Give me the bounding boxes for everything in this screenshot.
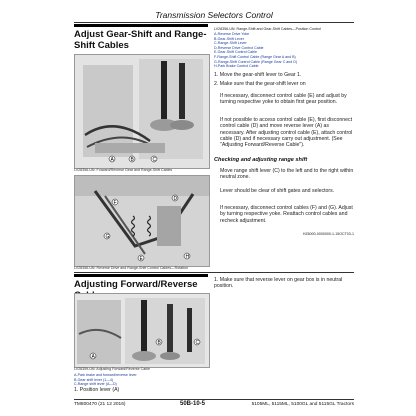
svg-text:A: A xyxy=(91,354,95,360)
figure-forward-reverse-cable-drawing xyxy=(75,294,209,367)
svg-text:C: C xyxy=(152,157,157,163)
legend-list xyxy=(214,32,354,69)
footer-doc-id: TM800470 (21 12 2016) xyxy=(74,402,126,407)
section2-title-bar xyxy=(74,274,208,277)
figure-forward-reverse-cable xyxy=(74,293,210,368)
section1-title: Adjust Gear-Shift and Range-Shift Cables xyxy=(74,29,207,51)
figure-range-shift-cables-drawing xyxy=(75,176,209,266)
note-lever-clear: Lever should be clear of shift gates and selectors. xyxy=(220,188,335,194)
section2-legend xyxy=(74,373,208,387)
legend-item: B-Gear shift lever (1—4) xyxy=(74,377,113,382)
section-divider xyxy=(74,272,354,273)
legend-item: C-Range shift lever (A—D) xyxy=(74,382,117,387)
legend-item: C-Range-Shift Lever xyxy=(214,41,247,46)
section2-title: Adjusting Forward/Reverse xyxy=(74,279,198,290)
svg-text:B: B xyxy=(157,340,161,346)
svg-text:H: H xyxy=(185,254,190,260)
svg-text:G: G xyxy=(105,234,110,240)
legend-item: E-Gear-Shift Control Cable xyxy=(214,50,257,55)
step-1: 1. Move the gear-shift lever to Gear 1. xyxy=(214,72,302,78)
svg-text:A: A xyxy=(110,157,114,163)
legend-item: H-Park Brake Control Cable xyxy=(214,64,259,69)
footer-model: 5105ML, 5115ML, 5100GL and 5115GL Tractors xyxy=(251,402,354,407)
section2-step-trailing: 1. Position lever (A) xyxy=(74,387,120,393)
figure2-caption: LV28356-UN: Reverse Drive and Range-Shift Control Cables—Rotation xyxy=(74,266,188,270)
header-rule xyxy=(74,22,354,23)
legend-item: G-Range-Shift Control Cable (Range Gear C and D) xyxy=(214,59,298,64)
legend-item: D-Reverse Drive Control Cable xyxy=(214,45,264,50)
page-number: 50B-10-5 xyxy=(180,401,206,407)
svg-text:C: C xyxy=(195,340,200,346)
figure3-caption: LV28359-UN: Adjusting Forward/Reverse Cable xyxy=(74,367,151,371)
figure-gear-shift-cables xyxy=(74,54,210,169)
legend-item: F-Range-Shift Control Cable (Range Gear A and B) xyxy=(214,54,296,59)
footer-rule xyxy=(74,399,354,400)
legend-header: LV28356-UN: Range-Shift and Gear-Shift Cables—Position Control xyxy=(214,27,322,31)
note-disconnect-cables: If necessary, disconnect control cables (F) and (G). Adjust by turning respective yoke. Reattach control cables and recheck adjustment. xyxy=(220,205,353,224)
svg-text:B: B xyxy=(130,157,134,163)
note-first-gear: If necessary, disconnect control cable (E) and adjust by turning respective yoke to obtain first gear position. xyxy=(220,93,347,106)
subhead-range-shift: Checking and adjusting range shift xyxy=(214,157,308,163)
section2-step-1: 1. Make sure that reverse lever on gear box is in neutral position. xyxy=(214,277,343,290)
svg-text:E: E xyxy=(139,256,143,262)
svg-text:D: D xyxy=(173,196,178,202)
legend-item: A-Park brake and forward/reverse lever xyxy=(74,373,137,377)
page-header: Transmission Selectors Control xyxy=(155,10,273,20)
note-move-range-lever: Move range shift lever (C) to the left and to the right within neutral zone. xyxy=(220,168,354,181)
section1-title-bar xyxy=(74,24,208,27)
reference-code: HZ6000-0000000-1-15OCT03-1 xyxy=(302,232,354,236)
svg-text:F: F xyxy=(113,200,117,206)
figure1-caption: LV28356-UN: Forward/Reverse Gear and Range-Shift Cables xyxy=(74,168,173,172)
figure-gear-shift-cables-drawing xyxy=(75,55,209,168)
note-access-cable: If not possible to access control cable (E), first disconnect control cable (D) and move reverse lever (A) as necessary. After adjusting control cable (E), attach control cable (D) and if necessary carry out adjustment. (See "Adjusting Forward/Reverse Cable"). xyxy=(220,117,353,149)
figure-range-shift-cables xyxy=(74,175,210,267)
legend-item: A-Reverse Drive Yoke xyxy=(214,32,250,36)
legend-item: B-Gear-Shift Lever xyxy=(214,36,244,41)
step-2: 2. Make sure that the gear-shift lever on xyxy=(214,81,306,87)
